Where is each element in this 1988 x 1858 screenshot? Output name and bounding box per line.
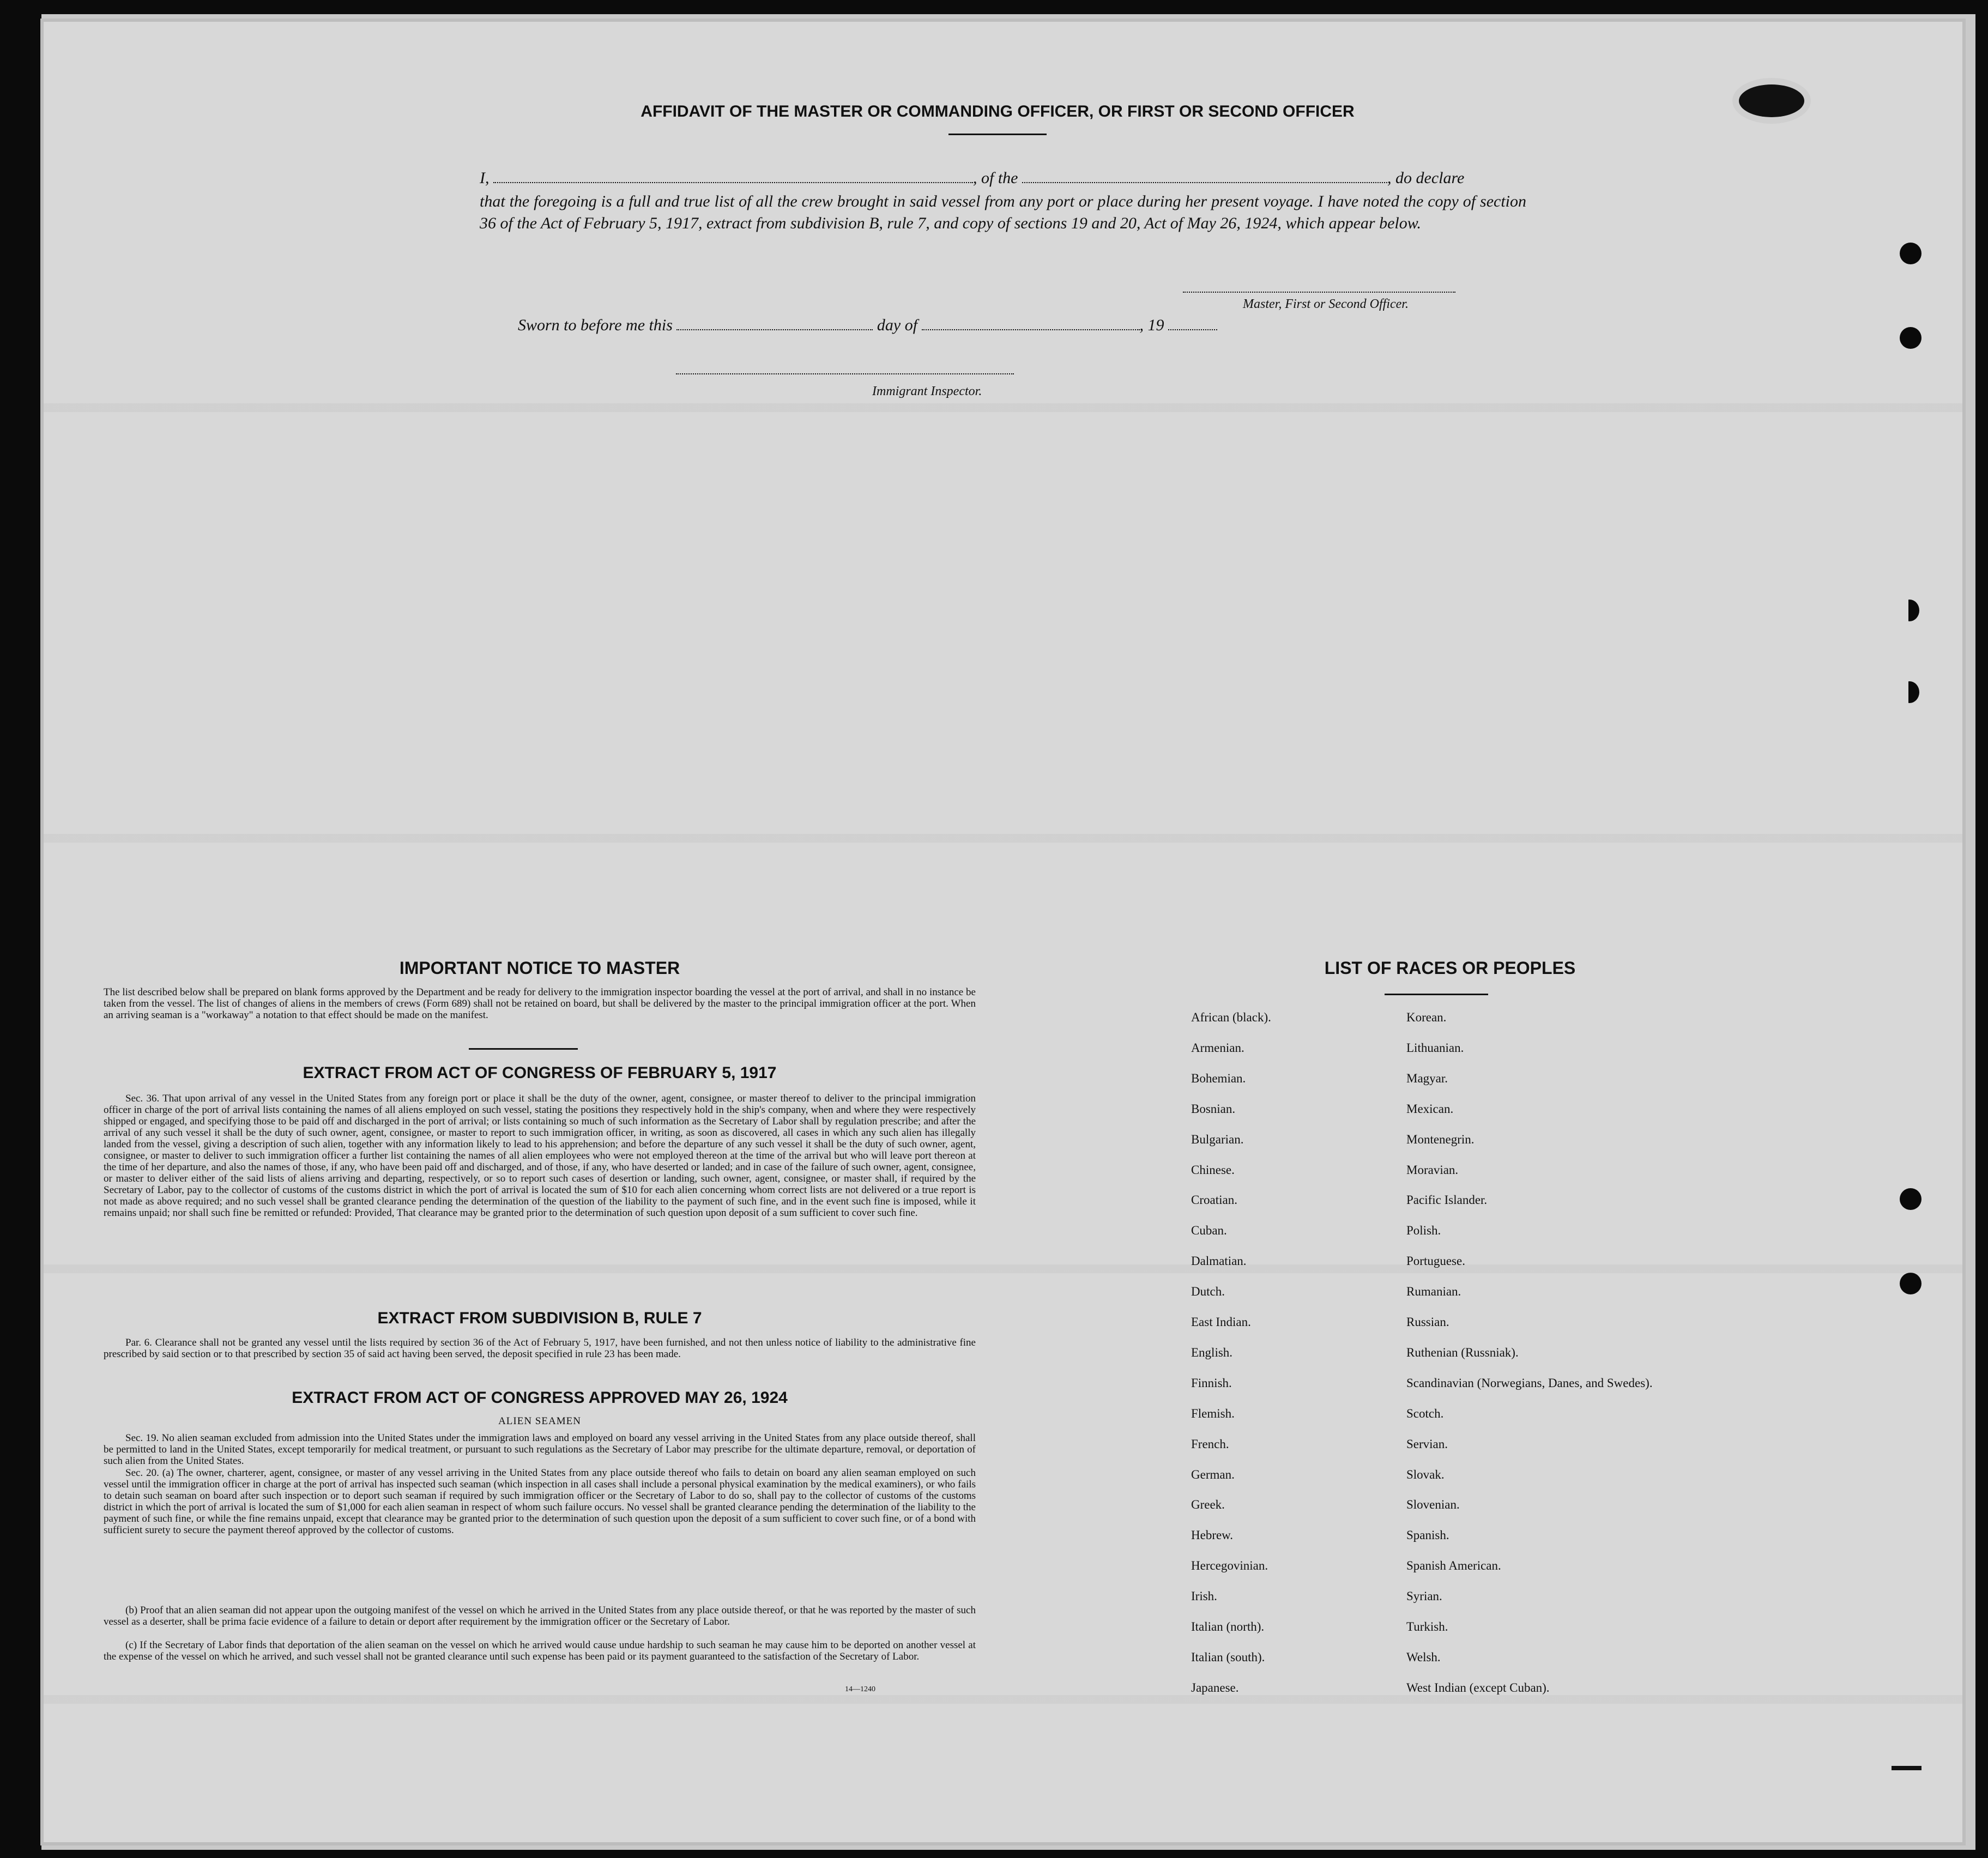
race-item-right: Spanish. xyxy=(1406,1528,1449,1542)
sworn-line xyxy=(518,316,1336,335)
race-item-right: Rumanian. xyxy=(1406,1285,1461,1299)
sworn-year-field[interactable] xyxy=(1168,329,1217,330)
race-item-right: Turkish. xyxy=(1406,1620,1448,1633)
race-item-left: Bohemian. xyxy=(1191,1071,1246,1085)
race-item-left: Flemish. xyxy=(1191,1406,1235,1420)
extract-1917-text: Sec. 36. That upon arrival of any vessel in the United States from any foreign port or place it shall be the duty of the owner, agent, consignee, or master thereof to deliver to the principal immigration officer in charge of the port of arrival lists containing the names of all aliens employed on such vessel, stating the positions they respectively hold in the ship's company, when and where they were respectively shipped or engaged, and specifying those to be paid off and discharged in the port of arrival; or lists containing so much of such information as the Secretary of Labor shall by regulation prescribe; and after the arrival of any such vessel it shall be the duty of such owner, agent, consignee, or master to report to such immigration officer, in writing, as soon as discovered, all cases in which any such alien has illegally landed from the vessel, giving a description of such alien, together with any information likely to lead to his apprehension; and before the departure of any such vessel it shall be the duty of such owner, agent, consignee, or master to deliver to such immigration officer a further list containing the names of all alien employees who were not employed thereon at the time of the arrival but who will leave port thereon at the time of her departure, and also the names of those, if any, who have been paid off and discharged, and of those, if any, who have deserted or landed; and in case of the failure of such owner, agent, consignee, or master to deliver either of the said lists of aliens arriving and departing, respectively, or so to report such cases of desertion or landing, such owner, agent, consignee, or master shall, if required by the Secretary of Labor, pay to the collector of customs of the customs district in which the port of arrival is located the sum of $10 for each alien concerning whom correct lists are not delivered or a true report is not made as above required; and no such vessel shall be granted clearance pending the determination of the question of the liability to the payment of such fine, and in the event such fine is imposed, while it remains unpaid; nor shall such fine be remitted or refunded: Provided, That clearance may be granted prior to the determination of such question upon deposit of a sum sufficient to cover such fine. xyxy=(104,1093,976,1219)
race-item-left: Greek. xyxy=(1191,1498,1225,1512)
sworn-year-label: , 19 xyxy=(1139,316,1164,334)
race-item-right: Slovak. xyxy=(1406,1467,1445,1481)
race-item-left: Croatian. xyxy=(1191,1193,1237,1207)
race-item-left: Bosnian. xyxy=(1191,1102,1236,1116)
bleed-through-texture xyxy=(44,22,1962,1842)
race-item-right: Russian. xyxy=(1406,1315,1449,1329)
race-item-right: Polish. xyxy=(1406,1224,1441,1238)
form-number: 14—1240 xyxy=(845,1685,875,1693)
race-item-right: Magyar. xyxy=(1406,1071,1448,1085)
rule7-title: EXTRACT FROM SUBDIVISION B, RULE 7 xyxy=(377,1309,702,1327)
race-item-left: French. xyxy=(1191,1437,1229,1451)
sec20b-text: (b) Proof that an alien seaman did not appear upon the outgoing manifest of the vessel on which he arrived in the United States from any place outside thereof, or that he was reported by the master of such vessel as a deserter, shall be prima facie evidence of a failure to detain or deport after requirement by the immigration officer or the Secretary of Labor. xyxy=(104,1605,976,1627)
race-item-right: Spanish American. xyxy=(1406,1559,1501,1573)
inspector-label: Immigrant Inspector. xyxy=(872,384,982,398)
race-item-left: English. xyxy=(1191,1345,1233,1359)
sworn-month-field[interactable] xyxy=(922,329,1140,330)
race-item-left: Dalmatian. xyxy=(1191,1254,1247,1268)
race-item-right: Slovenian. xyxy=(1406,1498,1460,1512)
name-field[interactable] xyxy=(493,181,973,183)
signature-label: Master, First or Second Officer. xyxy=(1243,297,1409,311)
extract-1917-title: EXTRACT FROM ACT OF CONGRESS OF FEBRUARY 5, 1917 xyxy=(303,1064,777,1082)
document-page xyxy=(44,22,1962,1842)
race-item-left: Hercegovinian. xyxy=(1191,1559,1268,1573)
race-item-right: Portuguese. xyxy=(1406,1254,1465,1268)
race-item-right: Korean. xyxy=(1406,1010,1447,1024)
race-item-left: Armenian. xyxy=(1191,1040,1244,1055)
extract-1924-title: EXTRACT FROM ACT OF CONGRESS APPROVED MAY 26, 1924 xyxy=(292,1389,788,1407)
race-item-left: Italian (north). xyxy=(1191,1620,1265,1633)
race-item-right: Syrian. xyxy=(1406,1589,1442,1603)
race-item-right: Moravian. xyxy=(1406,1163,1459,1177)
race-item-right: Pacific Islander. xyxy=(1406,1193,1488,1207)
extract-1924-subtitle: ALIEN SEAMEN xyxy=(498,1415,581,1427)
title-rule xyxy=(948,134,1047,135)
sec20a-text: Sec. 20. (a) The owner, charterer, agent, consignee, or master of any vessel arriving in the United States from any place outside thereof who fails to detain on board any alien seaman employed on such vessel until the immigration officer in charge at the port of arrival has inspected such seaman (which inspection in all cases shall include a personal physical examination by the medical examiners), or who fails to detain such seaman on board after such inspection or to deport such seaman if required by such immigration officer or the Secretary of Labor to do so, shall pay to the collector of customs of the customs district in which the port of arrival is located the sum of $1,000 for each alien seaman in respect of whom such failure occurs. No vessel shall be granted clearance pending the determination of the liability to the payment of such fine, or while the fine remains unpaid, except that clearance may be granted prior to the determination of such question upon the deposit of a sum sufficient to cover such fine, or of a bond with sufficient surety to secure the payment thereof approved by the collector of customs. xyxy=(104,1467,976,1536)
race-item-left: Hebrew. xyxy=(1191,1528,1234,1542)
sec20c-text: (c) If the Secretary of Labor finds that deportation of the alien seaman on the vessel on which he arrived would cause undue hardship to such seaman he may cause him to be deported on another vessel at the expense of the vessel on which he arrived, and such vessel shall not be granted clearance until such expense has been paid or its payment guaranteed to the satisfaction of the Secretary of Labor. xyxy=(104,1639,976,1662)
race-item-left: Cuban. xyxy=(1191,1224,1227,1238)
race-item-right: Servian. xyxy=(1406,1437,1448,1451)
race-item-right: Mexican. xyxy=(1406,1102,1454,1116)
race-item-left: Finnish. xyxy=(1191,1376,1232,1390)
affidavit-title: AFFIDAVIT OF THE MASTER OR COMMANDING OFFICER, OR FIRST OR SECOND OFFICER xyxy=(640,102,1355,120)
vessel-field[interactable] xyxy=(1022,181,1387,183)
sworn-day-label: day of xyxy=(877,316,918,334)
race-item-right: West Indian (except Cuban). xyxy=(1406,1680,1550,1694)
notice-text: The list described below shall be prepared on blank forms approved by the Department and be ready for delivery to the immigration inspector boarding the vessel at the port of arrival, and shall in no instance be taken from the vessel. The list of changes of aliens in the members of crews (Form 689) shall not be retained on board, but shall be delivered by the master to the principal immigration officer at the port. When an arriving seaman is a "workaway" a notation to that effect should be made on the manifest. xyxy=(104,987,976,1021)
declaration-i: I, xyxy=(480,169,490,187)
race-item-left: Bulgarian. xyxy=(1191,1132,1244,1146)
race-item-right: Ruthenian (Russniak). xyxy=(1406,1345,1519,1359)
section-rule xyxy=(469,1048,578,1050)
race-item-left: Italian (south). xyxy=(1191,1650,1265,1664)
race-item-left: East Indian. xyxy=(1191,1315,1251,1329)
rule7-text: Par. 6. Clearance shall not be granted any vessel until the lists required by section 36 of the Act of February 5, 1917, have been furnished, and not then unless notice of liability to the administrative fine prescribed by said section or to that prescribed by section 35 of said act having been served, the deposit specified in rule 23 has been made. xyxy=(104,1337,976,1360)
race-item-left: German. xyxy=(1191,1467,1235,1481)
race-item-right: Montenegrin. xyxy=(1406,1132,1475,1146)
signature-line[interactable] xyxy=(1183,292,1455,293)
race-item-right: Scotch. xyxy=(1406,1406,1444,1420)
race-item-left: Japanese. xyxy=(1191,1680,1239,1694)
declaration-text: that the foregoing is a full and true list of all the crew brought in said vessel from any port or place during her present voyage. I have noted the copy of section 36 of the Act of February 5, 1917, extract from subdivision B, rule 7, and copy of sections 19 and 20, Act of May 26, 1924, which appear below. xyxy=(480,192,1526,232)
race-item-left: Chinese. xyxy=(1191,1163,1235,1177)
declaration-do: , do declare xyxy=(1387,169,1465,187)
declaration-of: , of the xyxy=(973,169,1018,187)
race-item-right: Scandinavian (Norwegians, Danes, and Swedes). xyxy=(1406,1376,1653,1390)
race-item-left: Dutch. xyxy=(1191,1285,1225,1299)
race-item-right: Lithuanian. xyxy=(1406,1040,1464,1055)
declaration-line xyxy=(480,169,1526,187)
sworn-label: Sworn to before me this xyxy=(518,316,673,334)
sworn-day-field[interactable] xyxy=(676,329,873,330)
race-item-left: Irish. xyxy=(1191,1589,1217,1603)
race-item-right: Welsh. xyxy=(1406,1650,1441,1664)
sec19-text: Sec. 19. No alien seaman excluded from admission into the United States under the immigration laws and employed on board any vessel arriving in the United States from any place outside thereof, shall be permitted to land in the United States, except temporarily for medical treatment, or pursuant to such regulations as the Secretary of Labor may prescribe for the ultimate departure, removal, or deportation of such alien from the United States. xyxy=(104,1432,976,1467)
races-rule xyxy=(1385,994,1488,995)
inspector-line[interactable] xyxy=(676,373,1014,374)
races-title: LIST OF RACES OR PEOPLES xyxy=(1324,958,1576,978)
race-item-left: African (black). xyxy=(1191,1010,1271,1024)
notice-title: IMPORTANT NOTICE TO MASTER xyxy=(399,958,680,978)
